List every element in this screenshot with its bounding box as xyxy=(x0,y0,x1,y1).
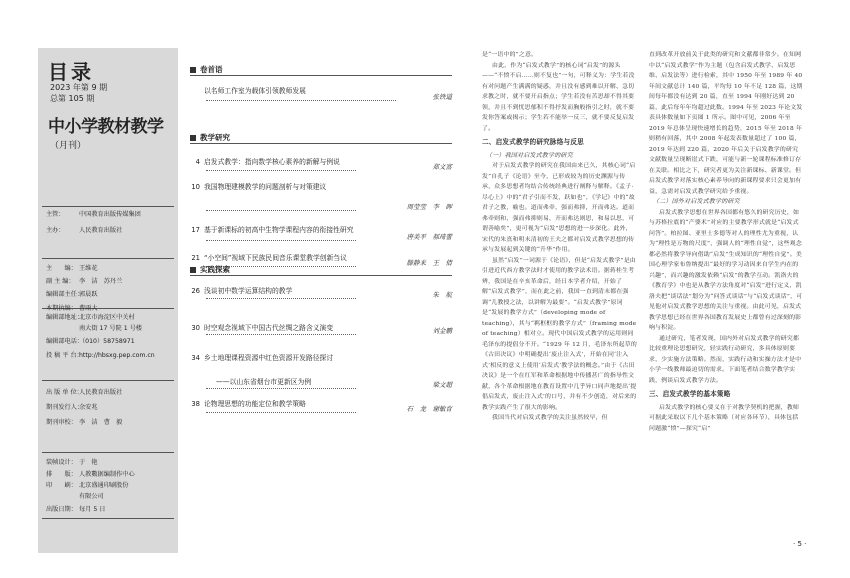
toc-page-number: 38 xyxy=(191,400,200,408)
info-label: 出版日期： xyxy=(46,506,77,513)
toc-entry-author: 石 龙 谢敏育 xyxy=(406,405,452,413)
paragraph: 由此，作为“启发式教学”的核心词“启发”的源头——“不愤不启……则不复也”一句，可释义为：学生若没有对问题产生满满的疑惑，并且没有感到难以开解、急切求教之时，就不要开启指点；学生若没有苦思却不得其要领，并且不到忧思郁积不得抒发而胸般指引之时，就不要发你答案或揭示；学生若不能举一反三，就不要反复启发了。 xyxy=(482,62,635,132)
toc-page-number: 34 xyxy=(191,354,200,362)
info-row xyxy=(46,226,122,235)
section-square-icon xyxy=(190,67,196,73)
divider xyxy=(42,206,174,207)
info-label: 副 主 编： xyxy=(46,278,75,285)
leader-line xyxy=(206,388,356,389)
info-row xyxy=(46,290,98,299)
leader-line xyxy=(206,412,356,413)
leader-line xyxy=(206,334,356,335)
info-value: 每月 5 日 xyxy=(79,506,106,513)
toc-title: 目录 xyxy=(48,60,94,84)
leader-line xyxy=(206,298,356,299)
toc-page-number: 17 xyxy=(191,226,200,234)
info-value: 有限公司 xyxy=(79,493,104,500)
toc-entry-title: 以名师工作室为载体引领教师发展 xyxy=(204,87,306,95)
info-value: 人民教育出版社 xyxy=(79,389,123,396)
section-heading: 二、启发式教学的研究脉络与反思 xyxy=(482,138,584,146)
toc-page-number: 30 xyxy=(191,324,200,332)
toc-section-heading xyxy=(190,264,230,275)
info-row xyxy=(46,458,98,467)
toc-entry[interactable] xyxy=(186,156,452,166)
article-column-left xyxy=(482,50,637,424)
toc-page-number: 4 xyxy=(195,158,200,166)
toc-entry[interactable] xyxy=(186,181,452,191)
info-label: 期刊发行人： xyxy=(46,404,84,411)
info-value: 北京市海淀区中关村 xyxy=(79,314,135,321)
info-value: 余安兆 xyxy=(79,404,98,411)
info-row xyxy=(46,418,122,427)
info-value: 人民教育出版社 xyxy=(79,227,123,234)
total-issue-number: 总第 105 期 xyxy=(50,94,95,103)
divider xyxy=(42,380,174,381)
info-row xyxy=(46,337,135,346)
info-label: 印 刷： xyxy=(46,482,77,489)
toc-section-heading xyxy=(190,132,230,143)
toc-entry[interactable] xyxy=(186,285,452,295)
info-row xyxy=(46,492,104,501)
toc-entry[interactable] xyxy=(186,352,452,362)
info-value: 李 洁 曹 毅 xyxy=(79,419,123,426)
info-row xyxy=(46,313,135,322)
info-label: 编辑部地址： xyxy=(46,314,84,321)
magazine-name: 中小学教材教学 xyxy=(48,117,164,137)
info-label: 装帧设计： xyxy=(46,459,77,466)
info-value: 南大街 17 号院 1 号楼 xyxy=(79,325,142,332)
article-column-right xyxy=(649,50,804,434)
info-label: 主 编： xyxy=(46,265,77,272)
info-value: （010）58758971 xyxy=(79,338,135,345)
divider xyxy=(42,258,174,259)
subsection-heading: （二）国外对启发式教学的研究 xyxy=(653,198,740,205)
toc-entry-title: “小空间”视域下民族民间音乐课堂教学创新刍议 xyxy=(204,254,347,262)
toc-entry-author: 唐美平 郝琦蕾 xyxy=(406,233,452,241)
toc-entry-title: 我国物理建模教学的问题剖析与对策建议 xyxy=(204,183,327,191)
toc-entry-title: 论物理思想的功能定位和教学策略 xyxy=(204,400,306,408)
toc-entry-author: 张铁道 xyxy=(432,93,452,101)
info-row xyxy=(46,324,142,333)
info-row xyxy=(46,210,141,219)
paragraph: 对于启发式教学的研究在我国由来已久，其核心词“启发”自孔子《论语》至今，已形成较为的历史渊源与传承，众多思想者均结合传统经典进行阐释与解释。《孟子·尽心上》中的“君子引而不发，跃如也”，《学记》中的“故君子之教，喻也。道而弗牵，强而弗抑，开而弗达。道而弗牵则和，强而弗抑则易，开而弗达则思，和易以思，可谓善喻矣”，更可视为“启发”思想的进一步深化。此外，宋代的朱熹和明末清初的王夫之都对启发式教学思想的传承与发展起到关键的“升华”作用。 xyxy=(482,163,636,253)
info-value: 曹雨大 xyxy=(79,305,98,312)
toc-entry-author: 郑文富 xyxy=(432,163,452,171)
toc-entry-title: 基于新课标的初高中生物学课程内容的衔接性研究 xyxy=(204,226,354,234)
paragraph: 我国当代对启发式教学的关注虽然较早，但 xyxy=(492,415,608,421)
info-label: 编辑部电话： xyxy=(46,338,84,345)
paragraph: 通过研究，笔者发现，国内外对启发式教学的研究都比较重理论思想研究，轻实践行动研究，多具体原则要求，少实施方法策略。然而，实践行动和实操方法才是中小学一线教师最迫切的需求。下面笔者结合数学教学实践，例谈启发式教学方法。 xyxy=(649,335,802,384)
info-row xyxy=(46,403,98,412)
section-divider xyxy=(190,143,452,144)
toc-entry-author: 周莹莹 李 晖 xyxy=(406,203,452,211)
leader-line xyxy=(206,210,356,211)
info-label: 主办： xyxy=(46,227,65,234)
section-divider xyxy=(190,275,452,276)
info-value: 人教數据编制作中心 xyxy=(79,471,135,478)
toc-entry-subtitle: ——以山东省烟台市更新区为例 xyxy=(216,378,312,386)
leader-line xyxy=(206,240,356,241)
toc-page-number: 21 xyxy=(191,254,200,262)
info-value: 李 洁 苏丹兰 xyxy=(79,278,123,285)
divider xyxy=(42,452,174,453)
info-row xyxy=(46,505,105,514)
info-row xyxy=(46,264,98,273)
info-value: 王维花 xyxy=(79,265,98,272)
info-value: http://hbsxg.pep.com.cn xyxy=(79,352,155,359)
toc-entry-author: 朱 航 xyxy=(432,291,452,299)
paragraph: 虽然“启发”一词源于《论语》，但是“启发式教学”是由引进近代西方教学法时才使用的教学法术语。据蒋桂生考辨，我国是在辛亥革命后，经日本学者介绍，开始了解“启发式教学”，而在此之前，我国一直到清末都在强调“儿教授之法，以讲解为最要”。“启发式教学”原词是“发展的教学方式”（developing mode of teaching），其与“羁框框的教学方式”（framing mode of teaching）相对立。现代中国启发式教学的运用则同毛泽东的提倡分不开。“1929 年 12 月，毛泽东所起草的《古田决议》中明确提出‘废止注入式’，开始在同‘注入式’相反的意义上使用‘启发式’教学法的概念。”由于《古田决议》是一个在红军和革命根据地中传播甚广的指导性文献，各个革命根据地在教育设置中几乎异口同声地提出‘提倡启发式，废止注入式’的口号，并有不少创造，对后来的教学实践产生了很大的影响。 xyxy=(482,257,637,411)
divider xyxy=(42,518,174,519)
leader-line xyxy=(206,100,396,101)
info-label: 出 版 单 位： xyxy=(46,389,83,396)
paragraph: 是“一语中的”之意。 xyxy=(482,52,538,58)
toc-entry-author: 梁文超 xyxy=(432,381,452,389)
toc-entry-title: 浅谈初中数学运算结构的教学 xyxy=(204,287,293,295)
toc-section-heading xyxy=(190,64,223,75)
info-label: 编辑部主任： xyxy=(46,291,84,298)
leader-line xyxy=(206,170,356,171)
paragraph: 启发式教学的核心要义在于对教学契机的把握，教师可据此采取以下几个基本策略（对应各环节），具体包括问题激“愤”—探究“启” xyxy=(649,404,800,432)
info-label: 期刊审校： xyxy=(46,419,77,426)
toc-entry-title: 时空观念视域下中国古代丝绸之路含义演变 xyxy=(204,324,334,332)
page-number: · 5 · xyxy=(793,540,807,548)
toc-entry-title: 启发式教学：指向数学核心素养的新解与例说 xyxy=(204,158,340,166)
issue-number: 2023 年第 9 期 xyxy=(50,83,108,92)
section-title: 卷首语 xyxy=(200,65,223,74)
info-label: 本期执编： xyxy=(46,305,77,312)
paragraph: 直到改革开放前关于此类的研究和文献都非常少。在知网中以“启发式教学”作为主题（包含启发式教学、启发思维、启发法等）进行检索，其中 1950 年至 1989 年 40 年间文献总计 140 篇，平均每 10 年不足 128 篇，这期间每年都没有达到 20 篇，直至 1994 年刚好达到 20 篇，此后每年年均超过此数。1994 年至 2023 年论文发表具体数量如下页图 1 所示。图中可见，2006 年至 2019 年总体呈现快速增长的趋势，2015 年至 2018 年则稍有回落，其中 2008 年起发表数量超过了 100 篇，2019 年达到 220 篇，2020 年后关于启发教学的研究文献数量呈现断崖式下跌，可能与新一轮课程标准修订存在关联。相比之下，研究者更为关注新课标、新课堂。但启发式教学对落实核心素养导向的新课程要求只会更加有益，急需对启发式教学研究给予重视。 xyxy=(649,52,803,195)
section-divider xyxy=(190,75,452,76)
toc-page-number: 26 xyxy=(191,287,200,295)
info-label: 投 稿 平 台： xyxy=(46,352,83,359)
info-value: 郭晨跃 xyxy=(79,291,98,298)
info-value: 中国教育出版传媒集团 xyxy=(79,211,141,218)
info-row xyxy=(46,481,129,490)
info-label: 主管： xyxy=(46,211,65,218)
info-label: 排 版： xyxy=(46,471,77,478)
subsection-heading: （一）我国对启发式教学的研究 xyxy=(486,151,573,159)
section-title: 实践探索 xyxy=(200,265,230,274)
section-heading: 三、启发式教学的基本策略 xyxy=(649,390,731,398)
info-row xyxy=(46,304,98,313)
info-value: 北京盛通印刷股份 xyxy=(79,482,129,489)
section-title: 教学研究 xyxy=(200,133,230,142)
paragraph: 启发式教学思想在世界各国都有悠久的研究历史，如与苏格拉底的“产婆术”对应的主要教学形式就是“启发式问答”。柏拉图、亚里士多德等对人的理性尤为重视，认为“理性是万物的尺度”，强调人的“理性自觉”，这些观念都必然将教学导向借助“启发”生成知识的“理性自觉”。美国心理学家布鲁纳提出“最好的学习动因来自学生内在的兴趣”，而兴趣的激发依赖“启发”的教学互动。凯洛夫的《教育学》中也是从教学方法角度对“启发”进行定义，凯洛夫把“谈话法”划分为“问答式谈话”与“启发式谈话”，可见他对启发式教学思想的关注与重视。由此可见，启发式教学思想已经在世界各国教育发展史上都曾有过深刻的影响与积淀。 xyxy=(649,209,803,331)
toc-entry[interactable] xyxy=(186,322,452,332)
toc-entry[interactable] xyxy=(186,85,452,95)
toc-page-number: 10 xyxy=(191,183,200,191)
info-row xyxy=(46,277,122,286)
toc-entry-author: 刘金鹏 xyxy=(432,327,452,335)
info-row xyxy=(46,470,135,479)
info-value: 于 艳 xyxy=(79,459,98,466)
frequency-label: （月刊） xyxy=(50,141,87,151)
section-square-icon xyxy=(190,267,196,273)
toc-entry-title: 乡土地理课程资源中红色资源开发路径探讨 xyxy=(204,354,334,362)
info-row xyxy=(46,351,155,360)
info-row xyxy=(46,388,122,397)
toc-entry-author: 滕静来 王 倩 xyxy=(406,259,452,267)
section-square-icon xyxy=(190,135,196,141)
